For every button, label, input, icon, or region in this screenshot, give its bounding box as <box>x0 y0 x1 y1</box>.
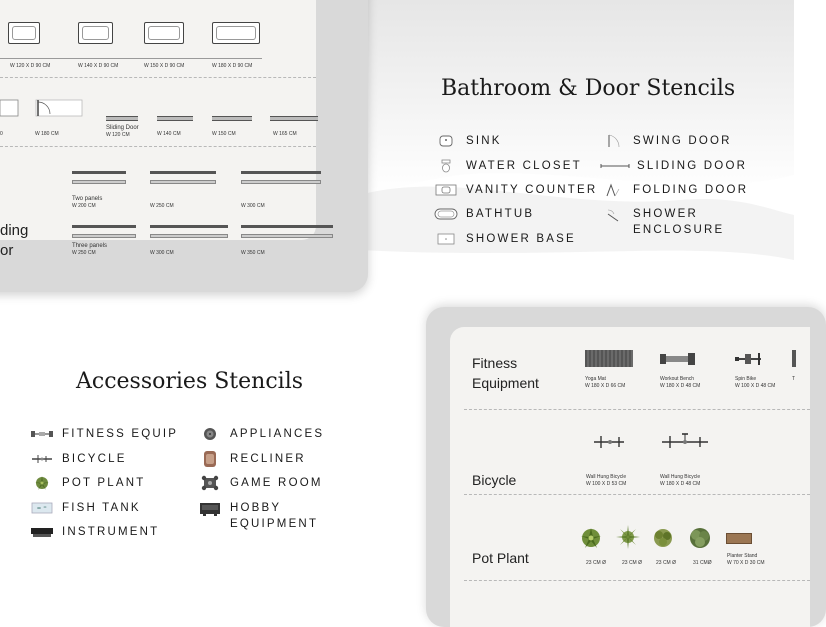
workout-bench-size: W 180 X D 48 CM <box>660 383 701 389</box>
planter-name: Planter Stand <box>727 553 758 559</box>
fitness-icon <box>30 427 54 441</box>
yoga-mat-size: W 180 X D 66 CM <box>585 383 626 389</box>
swing-door-caption: 0 <box>0 131 3 137</box>
workout-bench-name: Workout Bench <box>660 376 695 382</box>
section-label: or <box>0 242 14 259</box>
appliance-icon <box>198 427 222 441</box>
legend-label: HOBBY <box>230 502 282 514</box>
legend-game-room <box>198 475 323 491</box>
plant-icon <box>30 476 54 490</box>
legend-label: FISH TANK <box>62 502 141 514</box>
bathtub-caption: W 150 X D 90 CM <box>144 63 185 69</box>
divider <box>0 77 316 78</box>
legend-water-closet <box>434 158 582 174</box>
legend-label: SHOWER <box>633 208 698 220</box>
legend-instrument <box>30 524 159 540</box>
legend-label: INSTRUMENT <box>62 526 160 538</box>
bathtub-icon <box>434 207 458 221</box>
three-panel-door-350 <box>241 225 333 228</box>
legend-folding-door <box>601 182 748 198</box>
legend-label: EQUIPMENT <box>230 518 319 530</box>
sink-icon <box>434 134 458 148</box>
three-panel-caption: W 250 CM <box>72 250 96 256</box>
bicycle-2-size: W 180 X D 48 CM <box>660 481 701 487</box>
three-panel-caption: W 300 CM <box>150 250 174 256</box>
shower-enclosure-icon <box>601 208 625 222</box>
plant-caption: 23 CM Ø <box>622 560 643 566</box>
swing-door-icon <box>601 134 625 148</box>
sliding-door-caption: W 150 CM <box>212 131 236 137</box>
pot-plant-2 <box>616 525 640 549</box>
pot-plant-1 <box>580 527 602 549</box>
two-panel-door-250 <box>150 180 216 184</box>
bathtub-140 <box>78 22 113 44</box>
legend-label: SHOWER BASE <box>466 233 576 245</box>
instrument-icon <box>30 525 54 539</box>
sliding-door-icon <box>601 159 629 173</box>
bathroom-door-heading: Bathroom & Door Stencils <box>441 76 736 101</box>
legend-label: SWING DOOR <box>633 135 732 147</box>
three-panel-door-300 <box>150 234 228 238</box>
spin-bike-stencil <box>735 351 765 367</box>
three-panel-door-250 <box>72 234 136 238</box>
bicycle-1-name: Wall Hung Bicycle <box>586 474 627 480</box>
accessories-preview-screen <box>450 327 810 627</box>
legend-appliances <box>198 426 324 442</box>
legend-label: GAME ROOM <box>230 477 323 489</box>
two-panel-caption: W 200 CM <box>72 203 96 209</box>
legend-recliner <box>198 451 306 467</box>
two-panel-door-300 <box>241 180 321 184</box>
two-panel-door-200 <box>72 180 126 184</box>
legend-label: APPLIANCES <box>230 428 325 440</box>
bottom-right-tablet <box>426 307 826 627</box>
shower-base-icon <box>434 232 458 246</box>
legend-label: BICYCLE <box>62 453 127 465</box>
legend-label: FITNESS EQUIP <box>62 428 179 440</box>
planter-size: W 70 X D 30 CM <box>727 560 765 566</box>
legend-bicycle <box>30 451 127 467</box>
yoga-mat-name: Yoga Mat <box>585 376 606 382</box>
two-panels-title: Two panels <box>72 196 103 202</box>
fish-tank-icon <box>30 501 54 515</box>
legend-label: VANITY COUNTER <box>466 184 598 196</box>
plant-caption: 23 CM Ø <box>656 560 677 566</box>
plant-caption: 31 CMØ <box>693 560 712 566</box>
legend-label: RECLINER <box>230 453 306 465</box>
toilet-icon <box>434 159 458 173</box>
wall-hung-bicycle-1 <box>592 434 626 450</box>
divider <box>0 58 262 59</box>
game-room-icon <box>198 476 222 490</box>
section-title-pot-plant: Pot Plant <box>472 550 529 566</box>
legend-fitness-equip <box>30 426 178 442</box>
legend-swing-door <box>601 133 732 149</box>
legend-vanity-counter <box>434 182 597 198</box>
sliding-door-150 <box>212 116 252 121</box>
sliding-door-140 <box>157 116 193 121</box>
legend-label: POT PLANT <box>62 477 146 489</box>
three-panel-door-300 <box>150 225 228 228</box>
bathroom-door-preview-screen <box>0 0 316 259</box>
bathtub-caption: W 140 X D 90 CM <box>78 63 119 69</box>
sliding-door-title: Sliding Door <box>106 125 139 131</box>
three-panels-title: Three panels <box>72 243 108 249</box>
legend-sink <box>434 133 502 149</box>
legend-label: SINK <box>466 135 502 147</box>
section-label: ding <box>0 222 29 239</box>
legend-label: FOLDING DOOR <box>633 184 749 196</box>
legend-fish-tank <box>30 500 141 516</box>
accessories-heading: Accessories Stencils <box>76 369 304 394</box>
bicycle-2-name: Wall Hung Bicycle <box>660 474 701 480</box>
spin-bike-name: Spin Bike <box>735 376 757 382</box>
bathtub-caption: W 120 X D 90 CM <box>10 63 51 69</box>
bathtub-180 <box>212 22 260 44</box>
pot-plant-3 <box>652 527 674 549</box>
divider <box>464 580 810 581</box>
section-title-fitness: Equipment <box>472 375 539 391</box>
bicycle-1-size: W 100 X D 53 CM <box>586 481 627 487</box>
sliding-door-caption: W 120 CM <box>106 132 130 138</box>
two-panel-caption: W 250 CM <box>150 203 174 209</box>
sliding-door-165 <box>270 116 318 121</box>
yoga-mat-stencil <box>585 350 633 367</box>
spin-bike-size: W 100 X D 48 CM <box>735 383 776 389</box>
three-panel-door-250 <box>72 225 136 228</box>
legend-label: SLIDING DOOR <box>637 160 748 172</box>
legend-hobby-equipment <box>198 500 318 532</box>
legend-label: ENCLOSURE <box>633 224 725 236</box>
two-panel-door-300 <box>241 171 321 174</box>
legend-bathtub <box>434 206 534 222</box>
planter-stand-stencil <box>726 533 752 544</box>
divider <box>464 494 810 495</box>
sliding-door-120 <box>106 116 138 121</box>
swing-door-caption: W 180 CM <box>35 131 59 137</box>
three-panel-caption: W 350 CM <box>241 250 265 256</box>
legend-shower-base <box>434 231 576 247</box>
partial-caption: T <box>792 376 796 382</box>
bathtub-120 <box>8 22 40 44</box>
legend-pot-plant <box>30 475 146 491</box>
legend-sliding-door <box>601 158 747 174</box>
pot-plant-4 <box>688 526 712 550</box>
legend-label: BATHTUB <box>466 208 535 220</box>
divider <box>0 146 316 147</box>
divider <box>464 409 810 410</box>
top-left-tablet <box>0 0 368 292</box>
partial-stencil <box>792 350 796 367</box>
bathtub-caption: W 180 X D 90 CM <box>212 63 253 69</box>
hobby-icon <box>198 502 222 516</box>
workout-bench-stencil <box>660 351 696 367</box>
sliding-door-caption: W 140 CM <box>157 131 181 137</box>
legend-shower-enclosure <box>601 206 724 238</box>
bathtub-150 <box>144 22 184 44</box>
legend-label: WATER CLOSET <box>466 160 582 172</box>
section-title-bicycle: Bicycle <box>472 472 517 488</box>
swing-door-stencil <box>0 98 90 120</box>
bicycle-icon <box>30 452 54 466</box>
vanity-icon <box>434 183 458 197</box>
two-panel-caption: W 300 CM <box>241 203 265 209</box>
three-panel-door-350 <box>241 234 333 238</box>
sliding-door-caption: W 165 CM <box>273 131 297 137</box>
two-panel-door-200 <box>72 171 126 174</box>
section-title-fitness: Fitness <box>472 355 518 371</box>
folding-door-icon <box>601 183 625 197</box>
two-panel-door-250 <box>150 171 216 174</box>
recliner-icon <box>198 452 222 466</box>
wall-hung-bicycle-2 <box>660 432 710 450</box>
plant-caption: 23 CM Ø <box>586 560 607 566</box>
